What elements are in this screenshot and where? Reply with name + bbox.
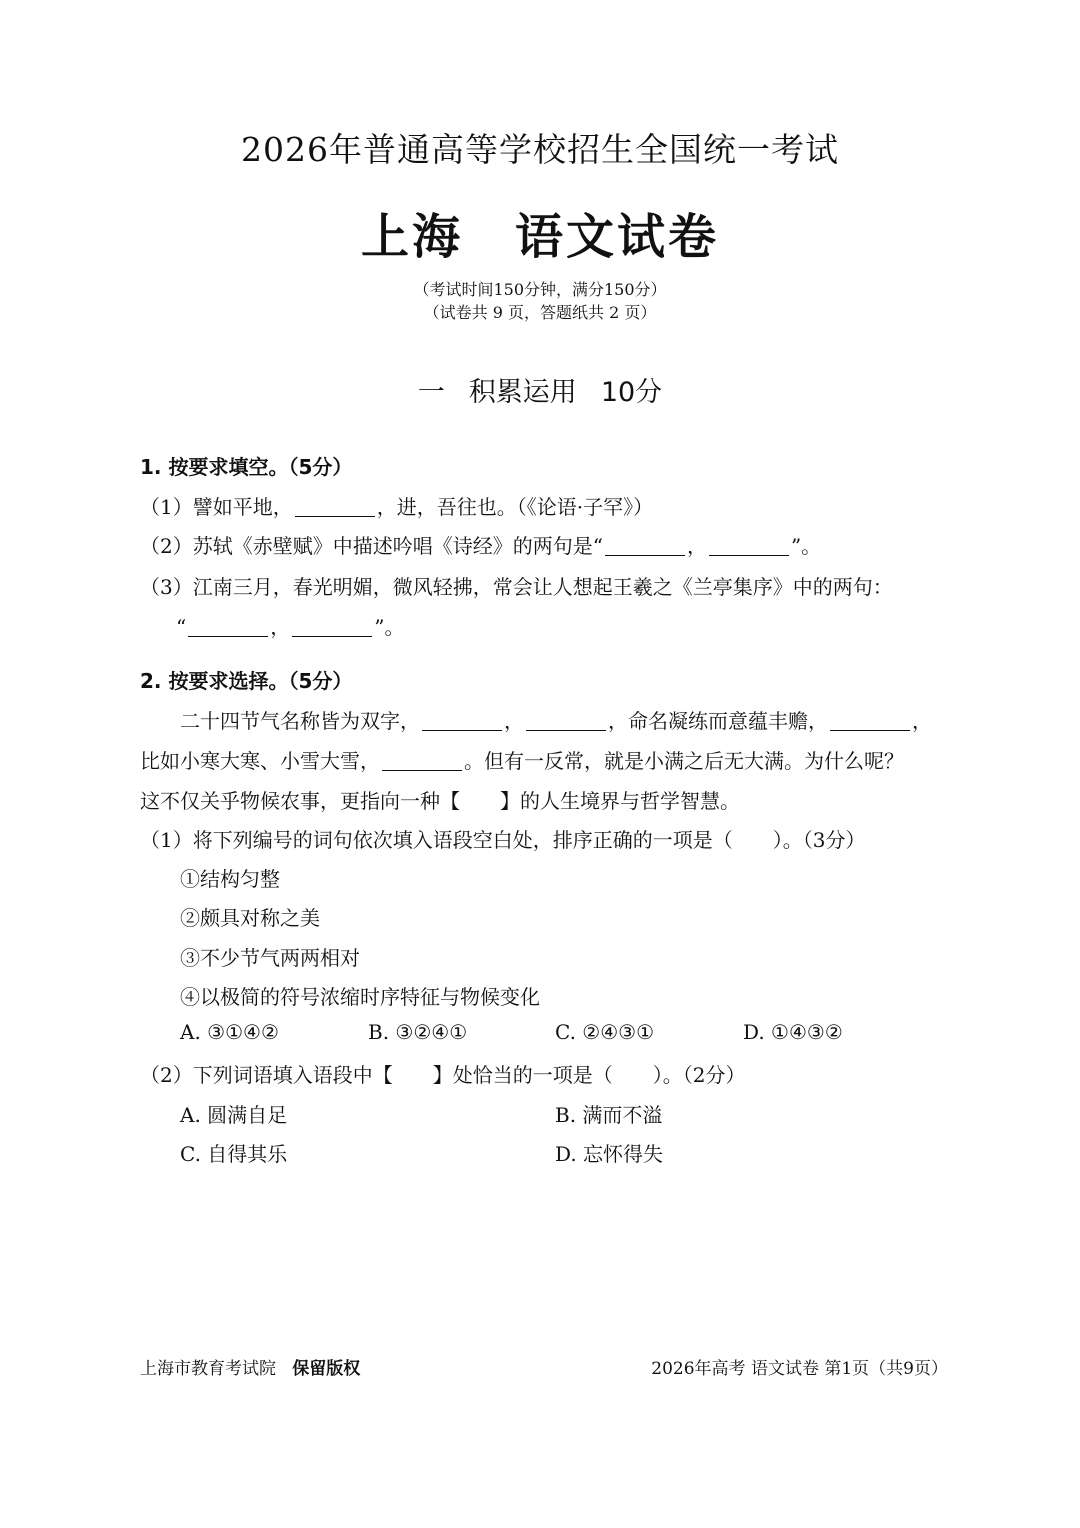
text: “ xyxy=(176,615,187,639)
option-a[interactable]: A. 圆满自足 xyxy=(180,1103,288,1127)
text: ”。 xyxy=(374,615,405,639)
text: 比如小寒大寒、小雪大雪， xyxy=(140,749,380,773)
passage-line-1 xyxy=(180,705,932,734)
rights: 保留版权 xyxy=(292,1359,361,1379)
answer-blank[interactable] xyxy=(295,496,375,517)
publisher: 上海市教育考试院 xyxy=(140,1359,276,1379)
section-points: 10分 xyxy=(600,377,663,408)
text: 二十四节气名称皆为双字， xyxy=(180,709,420,733)
text: ， xyxy=(270,615,291,639)
text: 。但有一反常，就是小满之后无大满。为什么呢？ xyxy=(464,749,904,773)
phrase-item-2: ②颇具对称之美 xyxy=(180,906,320,930)
paper-title xyxy=(0,198,1080,267)
answer-blank[interactable] xyxy=(188,616,268,637)
text: ， xyxy=(504,709,524,733)
section-name: 积累运用 xyxy=(468,377,577,408)
text: ，进，吾往也。（《论语·子罕》） xyxy=(376,495,654,519)
text: （2）苏轼《赤壁赋》中描述吟唱《诗经》的两句是“ xyxy=(140,534,603,558)
option-b[interactable]: B. 满而不溢 xyxy=(555,1103,663,1127)
paper-subject: 语文试卷 xyxy=(515,209,720,265)
paper-region: 上海 xyxy=(360,209,463,265)
option-d[interactable]: D. 忘怀得失 xyxy=(555,1142,664,1166)
option-c[interactable]: C. ②④③① xyxy=(555,1020,655,1044)
page-count-note: （试卷共 9 页，答题纸共 2 页） xyxy=(423,303,657,322)
question-1-item-3: （3）江南三月，春光明媚，微风轻拂，常会让人想起王羲之《兰亭集序》中的两句： xyxy=(140,575,893,599)
answer-blank[interactable] xyxy=(526,710,606,731)
section-heading xyxy=(0,370,1080,409)
answer-blank[interactable] xyxy=(292,616,372,637)
text: ”。 xyxy=(790,534,822,558)
page-info: 2026年高考 语文试卷 第1页（共9页） xyxy=(651,1359,948,1379)
text: ， xyxy=(686,534,707,558)
text: ，命名凝练而意蕴丰赡， xyxy=(608,709,828,733)
phrase-item-4: ④以极简的符号浓缩时序特征与物候变化 xyxy=(180,985,540,1009)
text: （1）譬如平地， xyxy=(140,495,293,519)
answer-blank[interactable] xyxy=(605,535,685,556)
option-c[interactable]: C. 自得其乐 xyxy=(180,1142,288,1166)
answer-blank[interactable] xyxy=(709,535,789,556)
footer-left xyxy=(140,1354,360,1379)
answer-blank[interactable] xyxy=(422,710,502,731)
question-2-title: 2. 按要求选择。（5分） xyxy=(140,669,353,693)
exam-time-note: （考试时间150分钟，满分150分） xyxy=(413,280,667,299)
option-b[interactable]: B. ③②④① xyxy=(368,1020,468,1044)
question-1-item-1 xyxy=(140,491,653,520)
passage-line-2 xyxy=(140,745,904,774)
question-2-sub-1: （1）将下列编号的词句依次填入语段空白处，排序正确的一项是（ ）。（3分） xyxy=(140,828,866,852)
exam-title: 2026年普通高等学校招生全国统一考试 xyxy=(241,130,839,169)
question-1-item-2 xyxy=(140,530,821,559)
option-d[interactable]: D. ①④③② xyxy=(743,1020,843,1044)
question-1-title: 1. 按要求填空。（5分） xyxy=(140,455,353,479)
answer-blank[interactable] xyxy=(830,710,910,731)
question-1-item-3-blanks xyxy=(176,611,404,640)
option-a[interactable]: A. ③①④② xyxy=(180,1020,279,1044)
phrase-item-3: ③不少节气两两相对 xyxy=(180,946,360,970)
passage-line-3: 这不仅关乎物候农事，更指向一种【 】的人生境界与哲学智慧。 xyxy=(140,789,740,813)
answer-blank[interactable] xyxy=(382,750,462,771)
question-2-sub-2: （2）下列词语填入语段中【 】处恰当的一项是（ ）。（2分） xyxy=(140,1063,746,1087)
phrase-item-1: ①结构匀整 xyxy=(180,867,280,891)
text: ， xyxy=(912,709,932,733)
section-number: 一 xyxy=(417,377,445,408)
